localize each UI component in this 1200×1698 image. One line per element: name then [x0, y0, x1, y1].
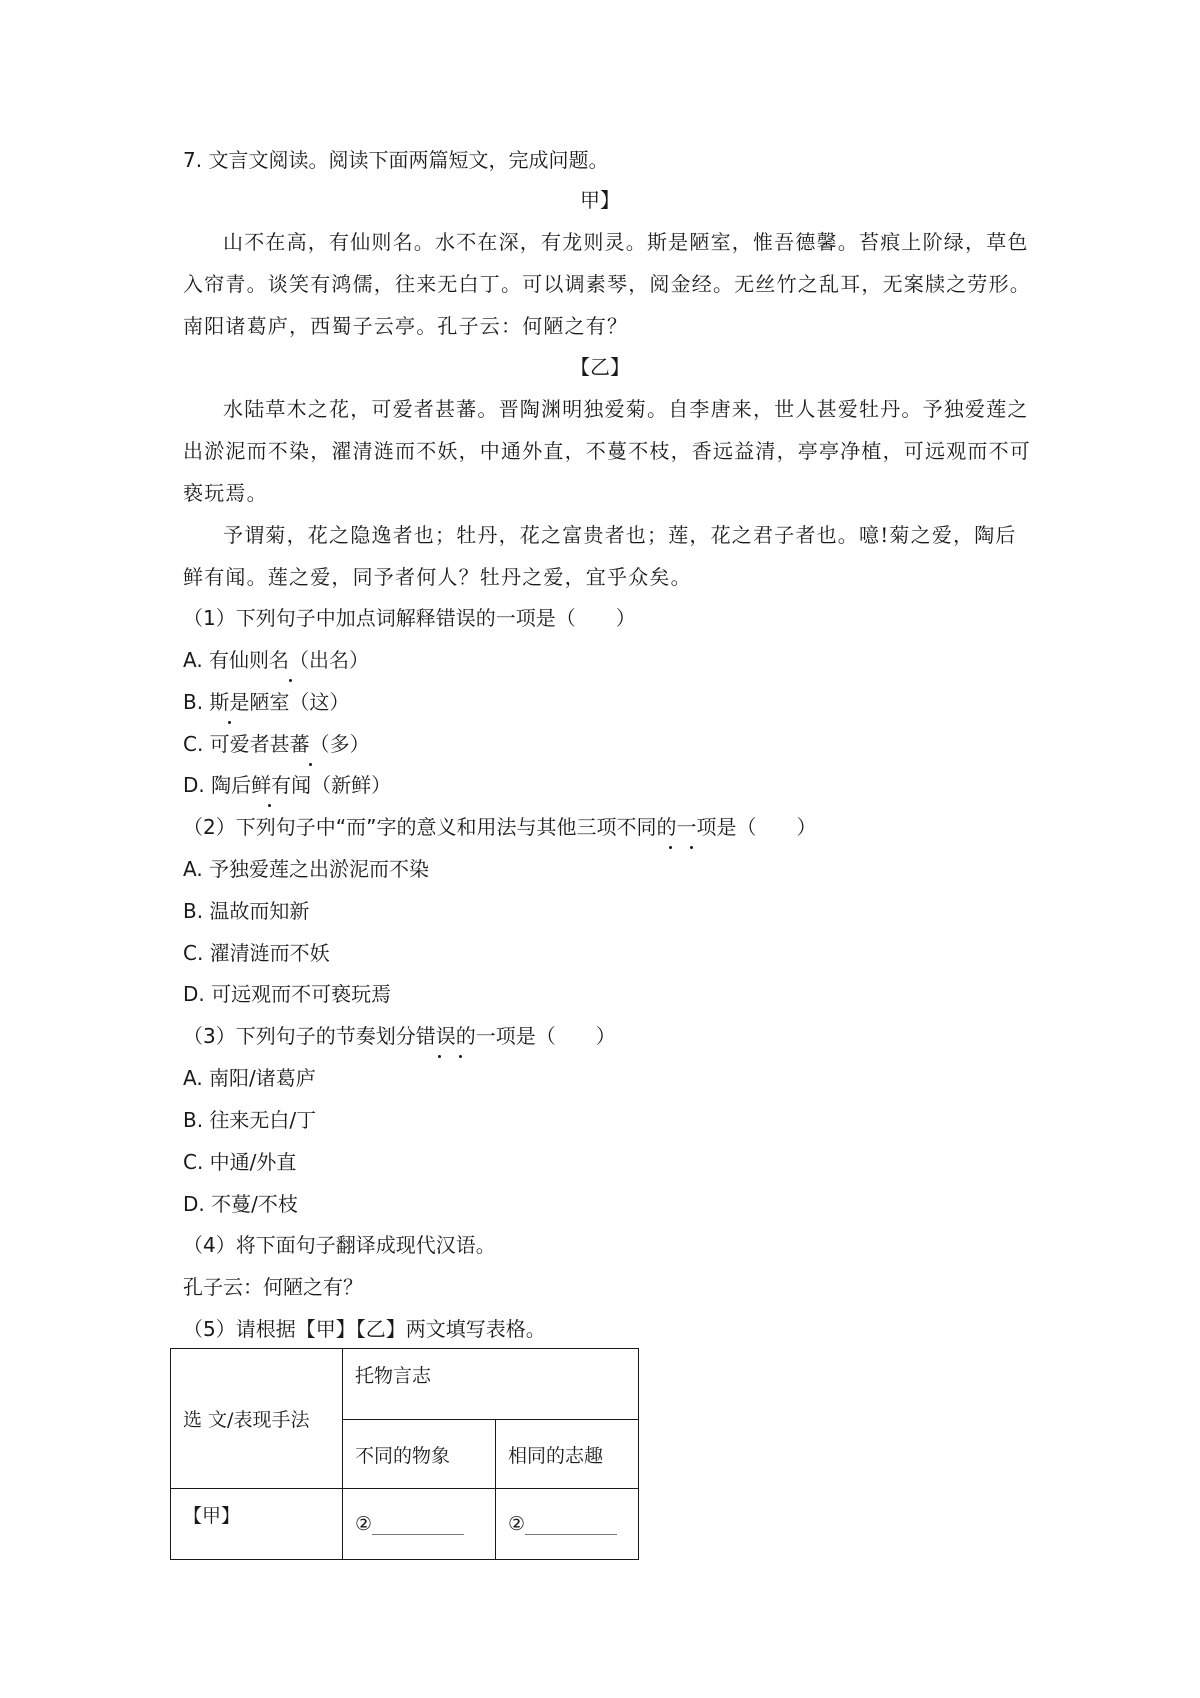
option-d: D. 不蔓/不枝: [183, 1192, 298, 1216]
sub-question-5-prompt: （5）请根据【甲】【乙】两文填写表格。: [183, 1317, 546, 1341]
answer-cell-2[interactable]: [496, 1489, 639, 1560]
option-d: D. 陶后鲜有闻（新鲜）: [183, 773, 392, 797]
emphasis-dot: [228, 721, 231, 724]
question-stem: 7. 文言文阅读。阅读下面两篇短文，完成问题。: [183, 148, 609, 172]
option-a: A. 予独爱莲之出淤泥而不染: [183, 857, 430, 881]
answer-table: [170, 1348, 639, 1560]
passage-yi-line: 出淤泥而不染，濯清涟而不妖，中通外直，不蔓不枝，香远益清，亭亭净植，可远观而不可: [183, 439, 1031, 463]
option-c: C. 濯清涟而不妖: [183, 941, 330, 965]
option-c: C. 中通/外直: [183, 1150, 297, 1174]
table-row-label: [171, 1489, 343, 1560]
passage-jia-line: 南阳诸葛庐，西蜀子云亭。孔子云：何陋之有？: [183, 314, 629, 338]
passage-jia-heading: 甲】: [580, 188, 620, 212]
emphasis-dot: [268, 804, 271, 807]
table-group-header-label: 托物言志: [355, 1365, 432, 1387]
emphasis-dot: [309, 763, 312, 766]
circled-two-marker: ②: [355, 1513, 373, 1535]
option-c: C. 可爱者甚蕃（多）: [183, 732, 370, 756]
passage-yi-heading: 【乙】: [570, 355, 630, 379]
table-corner-label: 选 文/表现手法: [183, 1409, 310, 1431]
emphasis-dot: [459, 1055, 462, 1058]
passage-yi-line: 予谓菊，花之隐逸者也；牡丹，花之富贵者也；莲，花之君子者也。噫!菊之爱，陶后: [223, 523, 1017, 547]
option-a: A. 有仙则名（出名）: [183, 648, 370, 672]
emphasis-dot: [438, 1055, 441, 1058]
table-col-header-1-label: 不同的物象: [355, 1444, 451, 1467]
emphasis-dot: [289, 679, 292, 682]
table-col-header-2-label: 相同的志趣: [508, 1444, 604, 1467]
sub-question-3-prompt: （3）下列句子的节奏划分错误的一项是（ ）: [183, 1024, 616, 1048]
sub-question-2-prompt: （2）下列句子中“而”字的意义和用法与其他三项不同的一项是（ ）: [183, 815, 817, 839]
emphasis-dot: [669, 846, 672, 849]
table-group-header: [343, 1349, 639, 1420]
circled-two-marker: ②: [508, 1513, 526, 1535]
sub-question-1-prompt: （1）下列句子中加点词解释错误的一项是（ ）: [183, 606, 636, 630]
option-b: B. 斯是陋室（这）: [183, 690, 350, 714]
option-b: B. 温故而知新: [183, 899, 310, 923]
answer-blank[interactable]: [525, 1514, 617, 1535]
option-a: A. 南阳/诸葛庐: [183, 1066, 316, 1090]
emphasis-dot: [690, 846, 693, 849]
passage-yi-line: 亵玩焉。: [183, 481, 268, 505]
option-b: B. 往来无白/丁: [183, 1108, 317, 1132]
sub-question-4-prompt: （4）将下面句子翻译成现代汉语。: [183, 1233, 496, 1257]
answer-cell-1[interactable]: [343, 1489, 496, 1560]
passage-yi-line: 水陆草木之花，可爱者甚蕃。晋陶渊明独爱菊。自李唐来，世人甚爱牡丹。予独爱莲之: [223, 397, 1029, 421]
option-d: D. 可远观而不可亵玩焉: [183, 982, 392, 1006]
table-corner-cell: [171, 1349, 343, 1489]
passage-jia-line: 入帘青。谈笑有鸿儒，往来无白丁。可以调素琴，阅金经。无丝竹之乱耳，无案牍之劳形。: [183, 272, 1031, 296]
answer-blank[interactable]: [372, 1514, 464, 1535]
table-row-label-text: 【甲】: [183, 1505, 241, 1527]
table-col-header-1: [343, 1420, 496, 1489]
table-col-header-2: [496, 1420, 639, 1489]
translation-sentence: 孔子云：何陋之有？: [183, 1275, 363, 1299]
passage-yi-line: 鲜有闻。莲之爱，同予者何人？牡丹之爱，宜乎众矣。: [183, 565, 692, 589]
passage-jia-line: 山不在高，有仙则名。水不在深，有龙则灵。斯是陋室，惟吾德馨。苔痕上阶绿，草色: [223, 230, 1029, 254]
